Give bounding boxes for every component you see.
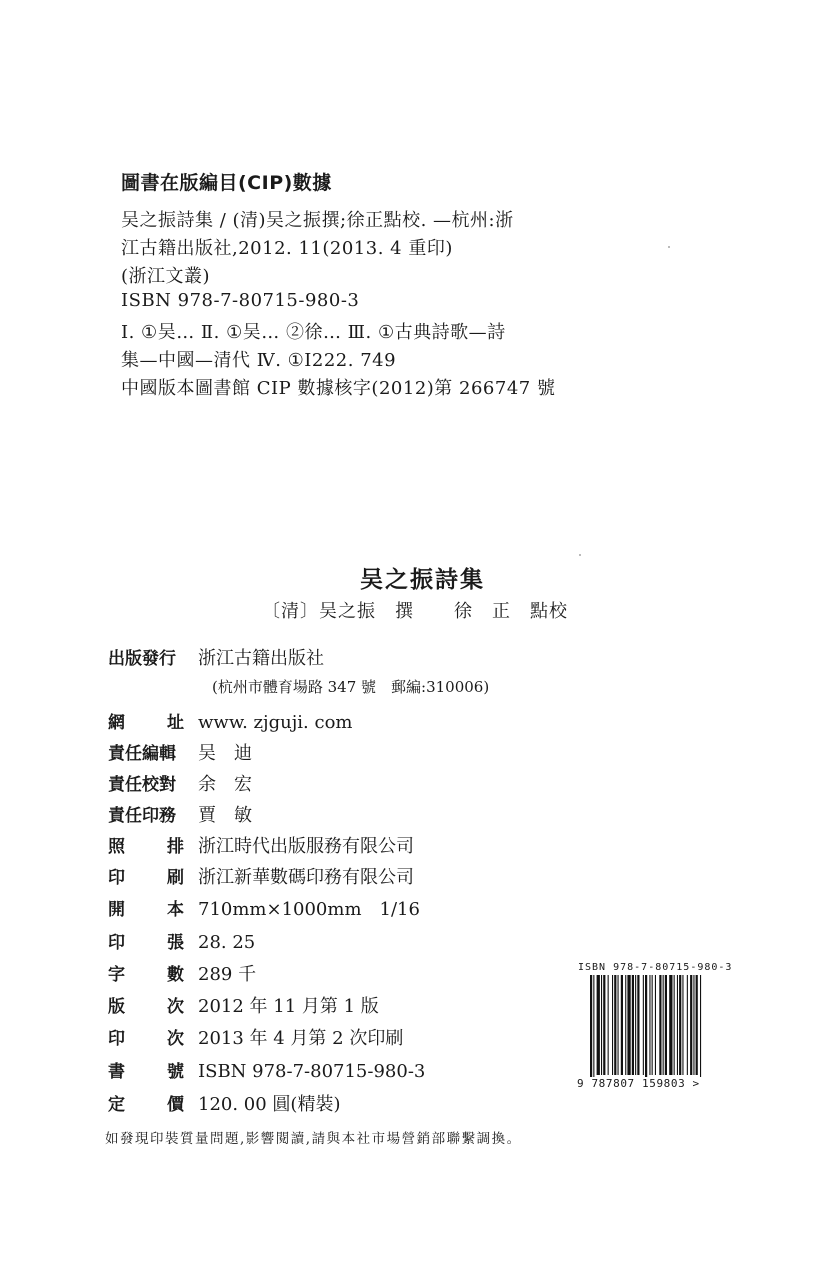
book-title: 吴之振詩集 [360, 567, 485, 593]
info-value: 2012 年 11 月第 1 版 [198, 996, 379, 1017]
book-editor: 徐 正 點校 [454, 601, 568, 622]
info-label: 開 本 [108, 900, 184, 920]
info-label: 照 排 [108, 837, 184, 857]
info-row-printing [108, 863, 414, 893]
barcode-bars [590, 975, 736, 1083]
barcode-isbn-label: ISBN 978-7-80715-980-3 [578, 962, 733, 973]
cip-line-4: ISBN 978-7-80715-980-3 [121, 290, 360, 311]
info-value: 浙江新華數碼印務有限公司 [198, 867, 414, 888]
info-row-website [108, 708, 352, 738]
info-row-typesetting [108, 832, 414, 862]
info-label: 網 址 [108, 713, 184, 733]
info-value-publisher: 浙江古籍出版社 [198, 648, 324, 669]
info-row-price [108, 1090, 340, 1120]
info-value: 2013 年 4 月第 2 次印刷 [198, 1028, 404, 1049]
info-label: 責任校對 [108, 775, 176, 795]
info-row-sheets [108, 928, 255, 958]
barcode-digits: 9 787807 159803 > [577, 1077, 700, 1090]
cip-line-6: 集—中國—清代 Ⅳ. ①I222. 749 [121, 350, 397, 371]
info-label: 定 價 [108, 1095, 184, 1115]
info-value: 289 千 [198, 964, 257, 985]
isbn-barcode [590, 975, 736, 1085]
info-label: 責任印務 [108, 806, 176, 826]
info-row-edition [108, 992, 379, 1022]
info-row-proofreader [108, 770, 252, 800]
info-value: 浙江時代出版服務有限公司 [198, 836, 414, 857]
info-value: 吴 迪 [198, 743, 252, 764]
quality-notice: 如發現印裝質量問題,影響閱讀,請與本社市場營銷部聯繫調換。 [105, 1131, 522, 1147]
info-value: 710mm×1000mm 1/16 [198, 899, 420, 920]
book-authors [262, 597, 568, 623]
info-label: 版 次 [108, 997, 184, 1017]
info-label: 印 次 [108, 1029, 184, 1049]
info-row-editor [108, 739, 252, 769]
cip-line-7: 中國版本圖書館 CIP 數據核字(2012)第 266747 號 [121, 378, 556, 399]
info-value: ISBN 978-7-80715-980-3 [198, 1061, 426, 1082]
info-value: 賈 敏 [198, 805, 252, 826]
info-row-impression [108, 1024, 403, 1054]
book-author: 〔清〕吴之振 撰 [262, 601, 414, 622]
info-label: 字 數 [108, 965, 184, 985]
info-value: 120. 00 圓(精裝) [198, 1094, 341, 1115]
cip-heading: 圖書在版編目(CIP)數據 [121, 172, 332, 194]
cip-line-3: (浙江文叢) [121, 266, 211, 287]
scan-speck [579, 554, 581, 556]
scan-speck [668, 246, 670, 248]
info-value-website: www. zjguji. com [198, 712, 353, 733]
publisher-address: (杭州市體育場路 347 號 郵編:310006) [212, 678, 490, 696]
info-value: 余 宏 [198, 774, 252, 795]
cip-line-2: 江古籍出版社,2012. 11(2013. 4 重印) [121, 238, 453, 259]
cip-line-5: Ⅰ. ①吴… Ⅱ. ①吴… ②徐… Ⅲ. ①古典詩歌—詩 [121, 322, 506, 343]
info-label: 書 號 [108, 1062, 184, 1082]
info-row-publisher [108, 644, 324, 674]
info-label: 印 張 [108, 933, 184, 953]
info-row-isbn [108, 1057, 425, 1087]
info-row-word-count [108, 960, 256, 990]
info-row-format [108, 895, 420, 925]
info-label: 責任編輯 [108, 744, 176, 764]
info-row-print-manager [108, 801, 252, 831]
cip-line-1: 吴之振詩集 / (清)吴之振撰;徐正點校. —杭州:浙 [121, 210, 514, 231]
info-value: 28. 25 [198, 932, 256, 953]
info-label: 印 刷 [108, 868, 184, 888]
info-label-publisher: 出版發行 [108, 649, 176, 669]
